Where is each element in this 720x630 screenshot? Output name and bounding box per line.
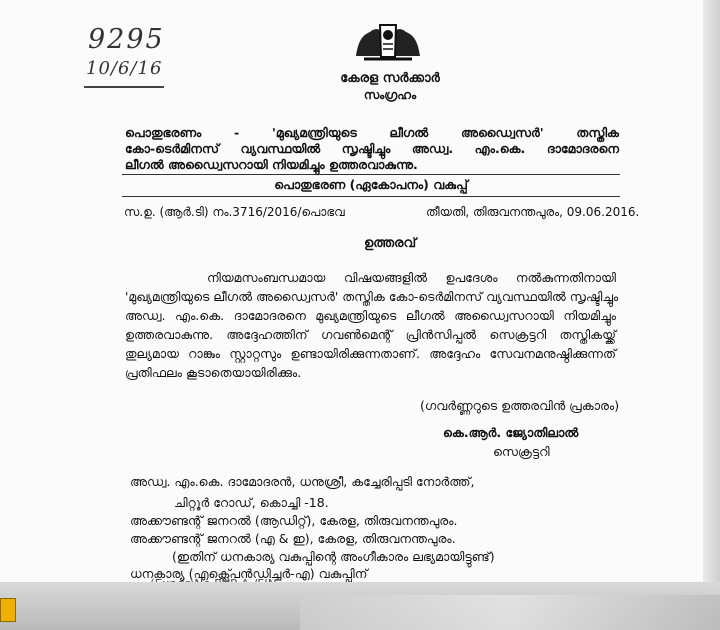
page-edge-shadow bbox=[703, 0, 720, 582]
order-title: ഉത്തരവ് bbox=[363, 236, 417, 251]
body-line-4: ഉത്തരവാകുന്നു. അദ്ദേഹത്തിന് ഗവൺമെന്റ് പ്രിൻസിപ്പൽ സെക്രട്ടറി തസ്തികയ്ക്ക് bbox=[125, 327, 616, 342]
bottom-rule bbox=[122, 196, 620, 197]
addressee-line-5: (ഇതിന് ധനകാര്യ വകുപ്പിന്റെ അംഗീകാരം ലഭ്യമായിട്ടുണ്ട്) bbox=[172, 549, 495, 564]
subject-line-3: ലീഗൽ അഡ്വൈസറായി നിയമിച്ചും ഉത്തരവാകുന്നു. bbox=[125, 157, 418, 172]
kerala-emblem bbox=[352, 20, 424, 64]
government-title: കേരള സർക്കാർ bbox=[340, 71, 440, 86]
body-line-3: അഡ്വ. എം.കെ. ദാമോദരനെ മുഖ്യമന്ത്രിയുടെ ലീഗൽ അഡ്വൈസറായി നിയമിച്ചും bbox=[125, 308, 616, 323]
addressee-line-3: അക്കൗണ്ടന്റ് ജനറൽ (ആഡിറ്റ്), കേരള, തിരുവനന്തപുരം. bbox=[130, 513, 458, 528]
department-name: പൊതുഭരണ (ഏകോപനം) വകുപ്പ് bbox=[274, 177, 468, 192]
subject-line-1: പൊതുഭരണം - 'മുഖ്യമന്ത്രിയുടെ ലീഗൽ അഡ്വൈസർ' തസ്തിക bbox=[125, 125, 619, 140]
addressee-line-1: അഡ്വ. എം.കെ. ദാമോദരൻ, ധനുശ്രീ, കച്ചേരിപ്പടി നോർത്ത്, bbox=[130, 474, 475, 489]
order-date: തീയതി, തിരുവനന്തപുരം, 09.06.2016. bbox=[426, 205, 640, 219]
subject-line-2: കോ-ടെർമിനസ് വ്യവസ്ഥയിൽ സൃഷ്ടിച്ചും അഡ്വ. എം.കെ. ദാമോദരനെ bbox=[125, 141, 619, 156]
body-line-1: നിയമസംബന്ധമായ വിഷയങ്ങളിൽ ഉപദേശം നൽകുന്നതിനായി bbox=[207, 270, 616, 285]
handwritten-number: 9295 bbox=[88, 24, 165, 55]
handwritten-date: 10/6/16 bbox=[86, 58, 163, 79]
body-line-6: പ്രതിഫലം കൂടാതെയായിരിക്കും. bbox=[125, 365, 302, 380]
abstract-title: സംഗ്രഹം bbox=[363, 88, 417, 102]
by-order-note: (ഗവർണ്ണറുടെ ഉത്തരവിൻ പ്രകാരം) bbox=[420, 398, 620, 413]
body-line-5: തുല്യമായ റാങ്കും സ്റ്റാറ്റസും ഉണ്ടായിരിക്കുന്നതാണ്. അദ്ദേഹം സേവനമനുഷ്ഠിക്കുന്നത് bbox=[125, 346, 616, 361]
addressee-line-2: ചിറ്റൂർ റോഡ്, കൊച്ചി -18. bbox=[174, 495, 329, 510]
order-number: സ.ഉ. (ആർ.ടി) നം.3716/2016/പൊഭവ bbox=[124, 205, 345, 219]
addressee-line-6: ധനകാര്യ (എക്സ്പെൻഡിച്ചർ-എ) വകുപ്പിന് bbox=[130, 566, 368, 581]
top-rule bbox=[122, 174, 620, 175]
taskbar-app-icon[interactable] bbox=[0, 598, 16, 622]
addressee-line-4: അക്കൗണ്ടന്റ് ജനറൽ (എ & ഇ), കേരള, തിരുവനന്തപുരം. bbox=[130, 531, 456, 546]
handwritten-underline bbox=[84, 86, 164, 88]
body-line-2: 'മുഖ്യമന്ത്രിയുടെ ലീഗൽ അഡ്വൈസർ' തസ്തിക കോ-ടെർമിനസ് വ്യവസ്ഥയിൽ സൃഷ്ടിച്ചും bbox=[125, 289, 619, 304]
signatory-name: കെ.ആർ. ജ്യോതിലാൽ bbox=[443, 425, 579, 440]
background-blur bbox=[300, 595, 720, 630]
signatory-designation: സെക്രട്ടറി bbox=[493, 444, 550, 459]
